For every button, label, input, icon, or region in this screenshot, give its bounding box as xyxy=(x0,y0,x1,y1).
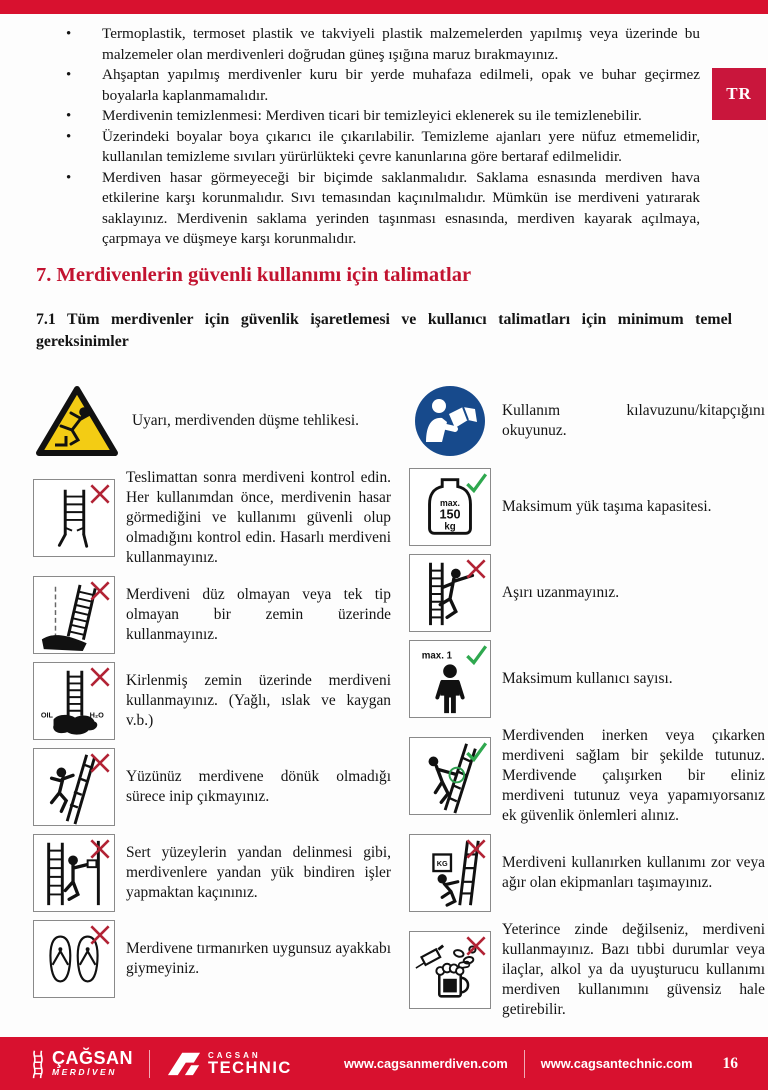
pictogram-row xyxy=(33,468,391,568)
oil-label: OIL xyxy=(40,710,54,720)
brand-title: ÇAĞSAN xyxy=(52,1048,134,1068)
footer-websites xyxy=(344,1050,693,1078)
cross-mark-icon xyxy=(87,481,113,507)
uneven-ground-ladder-icon xyxy=(33,576,115,654)
cross-mark-icon xyxy=(463,556,489,582)
pictogram-row xyxy=(409,468,765,546)
pictogram-text: Uyarı, merdivenden düşme tehlikesi. xyxy=(132,411,359,429)
read-manual-mandatory-icon xyxy=(409,382,491,460)
overreaching-icon xyxy=(409,554,491,632)
bullet-icon: • xyxy=(66,169,72,186)
pictogram-column-right xyxy=(409,382,765,1020)
max-one-user-icon xyxy=(409,640,491,718)
check-mark-icon xyxy=(463,470,489,496)
pictogram-text: Maksimum yük taşıma kapasitesi. xyxy=(502,497,712,515)
ladder-logo-icon xyxy=(30,1049,46,1079)
pictogram-text: Aşırı uzanmayınız. xyxy=(502,583,620,601)
bullet-text: Merdiven hasar görmeyeceği bir biçimde saklanmalıdır. Saklama esnasında merdiven hava etkilerine karşı korunmalıdır. Sıvı temasından kaçınılmalıdır. Mümkün ise merdiveni yatırarak saklayınız. Merdivenin saklama yerinden taşınması esnasında, merdiven kayarak açılmaya, çarpmaya ve düşmeye karşı korunmalıdır. xyxy=(102,168,700,247)
water-label: H₂O xyxy=(89,710,104,720)
bullet-text: Merdivenin temizlenmesi: Merdiven ticari bir temizleyici eklenerek su ile temizlenebilir. xyxy=(102,107,642,124)
footer-bar xyxy=(0,1037,768,1090)
damaged-ladder-icon xyxy=(33,479,115,557)
cross-mark-icon xyxy=(463,933,489,959)
dirty-slippery-ground-ladder-icon xyxy=(33,662,115,740)
language-tab-label: TR xyxy=(726,84,752,103)
footer-divider xyxy=(149,1050,150,1078)
website-merdiven: www.cagsanmerdiven.com xyxy=(343,1056,508,1071)
weight-value-label: 150 xyxy=(439,507,461,522)
brand-title: TECHNIC xyxy=(208,1059,292,1077)
pictogram-row xyxy=(33,382,391,460)
pictogram-text: Yüzünüz merdivene dönük olmadığı sürece inip çıkmayınız. xyxy=(126,767,391,805)
pictogram-column-left xyxy=(33,382,391,998)
pictogram-text: Merdivene tırmanırken uygunsuz ayakkabı giymeyiniz. xyxy=(126,939,391,977)
pictogram-grid xyxy=(0,382,768,1032)
pictogram-row xyxy=(33,920,391,998)
page-number: 16 xyxy=(722,1054,738,1072)
pictogram-row xyxy=(409,726,765,826)
kg-box-label: KG xyxy=(436,858,448,868)
subsection-heading: 7.1 Tüm merdivenler için güvenlik işaretlemesi ve kullanıcı talimatları için minimum temel gereksinimler xyxy=(36,310,732,350)
climbing-facing-away-icon xyxy=(33,748,115,826)
pictogram-text: Sert yüzeylerin yandan delinmesi gibi, merdivenlere yandan yük bindiren işler yapmaktan kaçınınız. xyxy=(126,843,391,901)
max-load-weight-icon xyxy=(409,468,491,546)
bullet-icon: • xyxy=(66,108,72,124)
check-mark-icon xyxy=(463,739,489,765)
pictogram-row xyxy=(409,920,765,1020)
pictogram-text: Merdivenden inerken veya çıkarken merdiveni sağlam bir şekilde tutunuz. Merdivende çalışırken bir eliniz merdiveni tutunuz veya yapamıyorsanız ek güvenlik önlemleri alınız. xyxy=(502,726,765,824)
grip-ladder-while-climbing-icon xyxy=(409,737,491,815)
pictogram-text: Merdiveni düz olmayan veya tek tip olmayan bir zemin üzerinde kullanmayınız. xyxy=(126,585,391,643)
top-red-bar xyxy=(0,0,768,14)
pictogram-row xyxy=(33,834,391,912)
pictogram-text: Kirlenmiş zemin üzerinde merdiveni kullanmayınız. (Yağlı, ıslak ve kaygan v.b.) xyxy=(126,671,391,729)
pictogram-row xyxy=(33,662,391,740)
technic-logo-icon xyxy=(166,1051,202,1076)
website-technic: www.cagsantechnic.com xyxy=(540,1056,693,1071)
bullet-text: Ahşaptan yapılmış merdivenler kuru bir yerde muhafaza edilmeli, opak ve buhar geçirmez boyalarla kaplanmamalıdır. xyxy=(102,66,700,104)
cross-mark-icon xyxy=(87,922,113,948)
pictogram-text: Kullanım kılavuzunu/kitapçığını okuyunuz. xyxy=(502,401,765,439)
brand-top: CAGSAN xyxy=(208,1051,261,1060)
language-tab xyxy=(712,68,766,120)
list-item xyxy=(64,24,700,65)
cagsan-technic-logo xyxy=(166,1051,292,1076)
bullet-icon: • xyxy=(66,26,72,42)
falling-from-ladder-warning-icon xyxy=(33,382,121,460)
improper-footwear-icon xyxy=(33,920,115,998)
bullet-text: Termoplastik, termoset plastik ve takviyeli plastik malzemelerden yapılmış veya üzerinde bu malzemeler olan merdivenleri doğrudan güneş ışığına maruz bırakmayınız. xyxy=(102,25,700,63)
cross-mark-icon xyxy=(87,836,113,862)
list-item xyxy=(64,127,700,168)
bullet-icon: • xyxy=(66,67,72,83)
carrying-heavy-equipment-icon xyxy=(409,834,491,912)
pictogram-text: Maksimum kullanıcı sayısı. xyxy=(502,669,673,687)
cross-mark-icon xyxy=(463,836,489,862)
pictogram-row xyxy=(409,834,765,912)
check-mark-icon xyxy=(463,642,489,668)
list-item xyxy=(64,65,700,106)
pictogram-row xyxy=(409,382,765,460)
kg-label: kg xyxy=(444,520,456,532)
max-label: max. xyxy=(440,497,460,508)
pictogram-text: Yeterince zinde değilseniz, merdiveni kullanmayınız. Bazı tıbbi durumlar veya ilaçlar, alkol ya da uyuşturucu kullanımı merdiven kullanımını güvensiz hale getirebilir. xyxy=(502,920,765,1018)
list-item xyxy=(64,168,700,250)
max-one-label: max. 1 xyxy=(421,650,453,662)
footer-divider xyxy=(524,1050,525,1078)
cagsan-merdiven-logo xyxy=(30,1049,133,1079)
pictogram-row xyxy=(409,640,765,718)
cross-mark-icon xyxy=(87,664,113,690)
bullet-text: Üzerindeki boyalar boya çıkarıcı ile çıkarılabilir. Temizleme ajanları yere nüfuz etmemelidir, kullanılan temizleme sıvıları yürürlükteki çevre kanunlarına göre bertaraf edilmelidir. xyxy=(102,127,700,165)
side-loading-ladder-icon xyxy=(33,834,115,912)
pictogram-row xyxy=(33,748,391,826)
list-item xyxy=(64,106,700,127)
section-heading: 7. Merdivenlerin güvenli kullanımı için talimatlar xyxy=(36,263,472,286)
cross-mark-icon xyxy=(87,578,113,604)
alcohol-drugs-medication-icon xyxy=(409,931,491,1009)
pictogram-text: Teslimattan sonra merdiveni kontrol edin. Her kullanımdan önce, merdivenin hasar görmediğini ve kullanımı güvenli olup olmadığını kontrol edin. Hasarlı merdiveni kullanmayınız. xyxy=(126,468,391,566)
pictogram-row xyxy=(33,576,391,654)
pictogram-row xyxy=(409,554,765,632)
pictogram-text: Merdiveni kullanırken kullanımı zor veya ağır olan ekipmanları taşımayınız. xyxy=(502,853,765,891)
brand-subtitle: MERDİVEN xyxy=(52,1067,117,1077)
cross-mark-icon xyxy=(87,750,113,776)
intro-bullet-list xyxy=(64,24,700,250)
bullet-icon: • xyxy=(66,128,72,145)
